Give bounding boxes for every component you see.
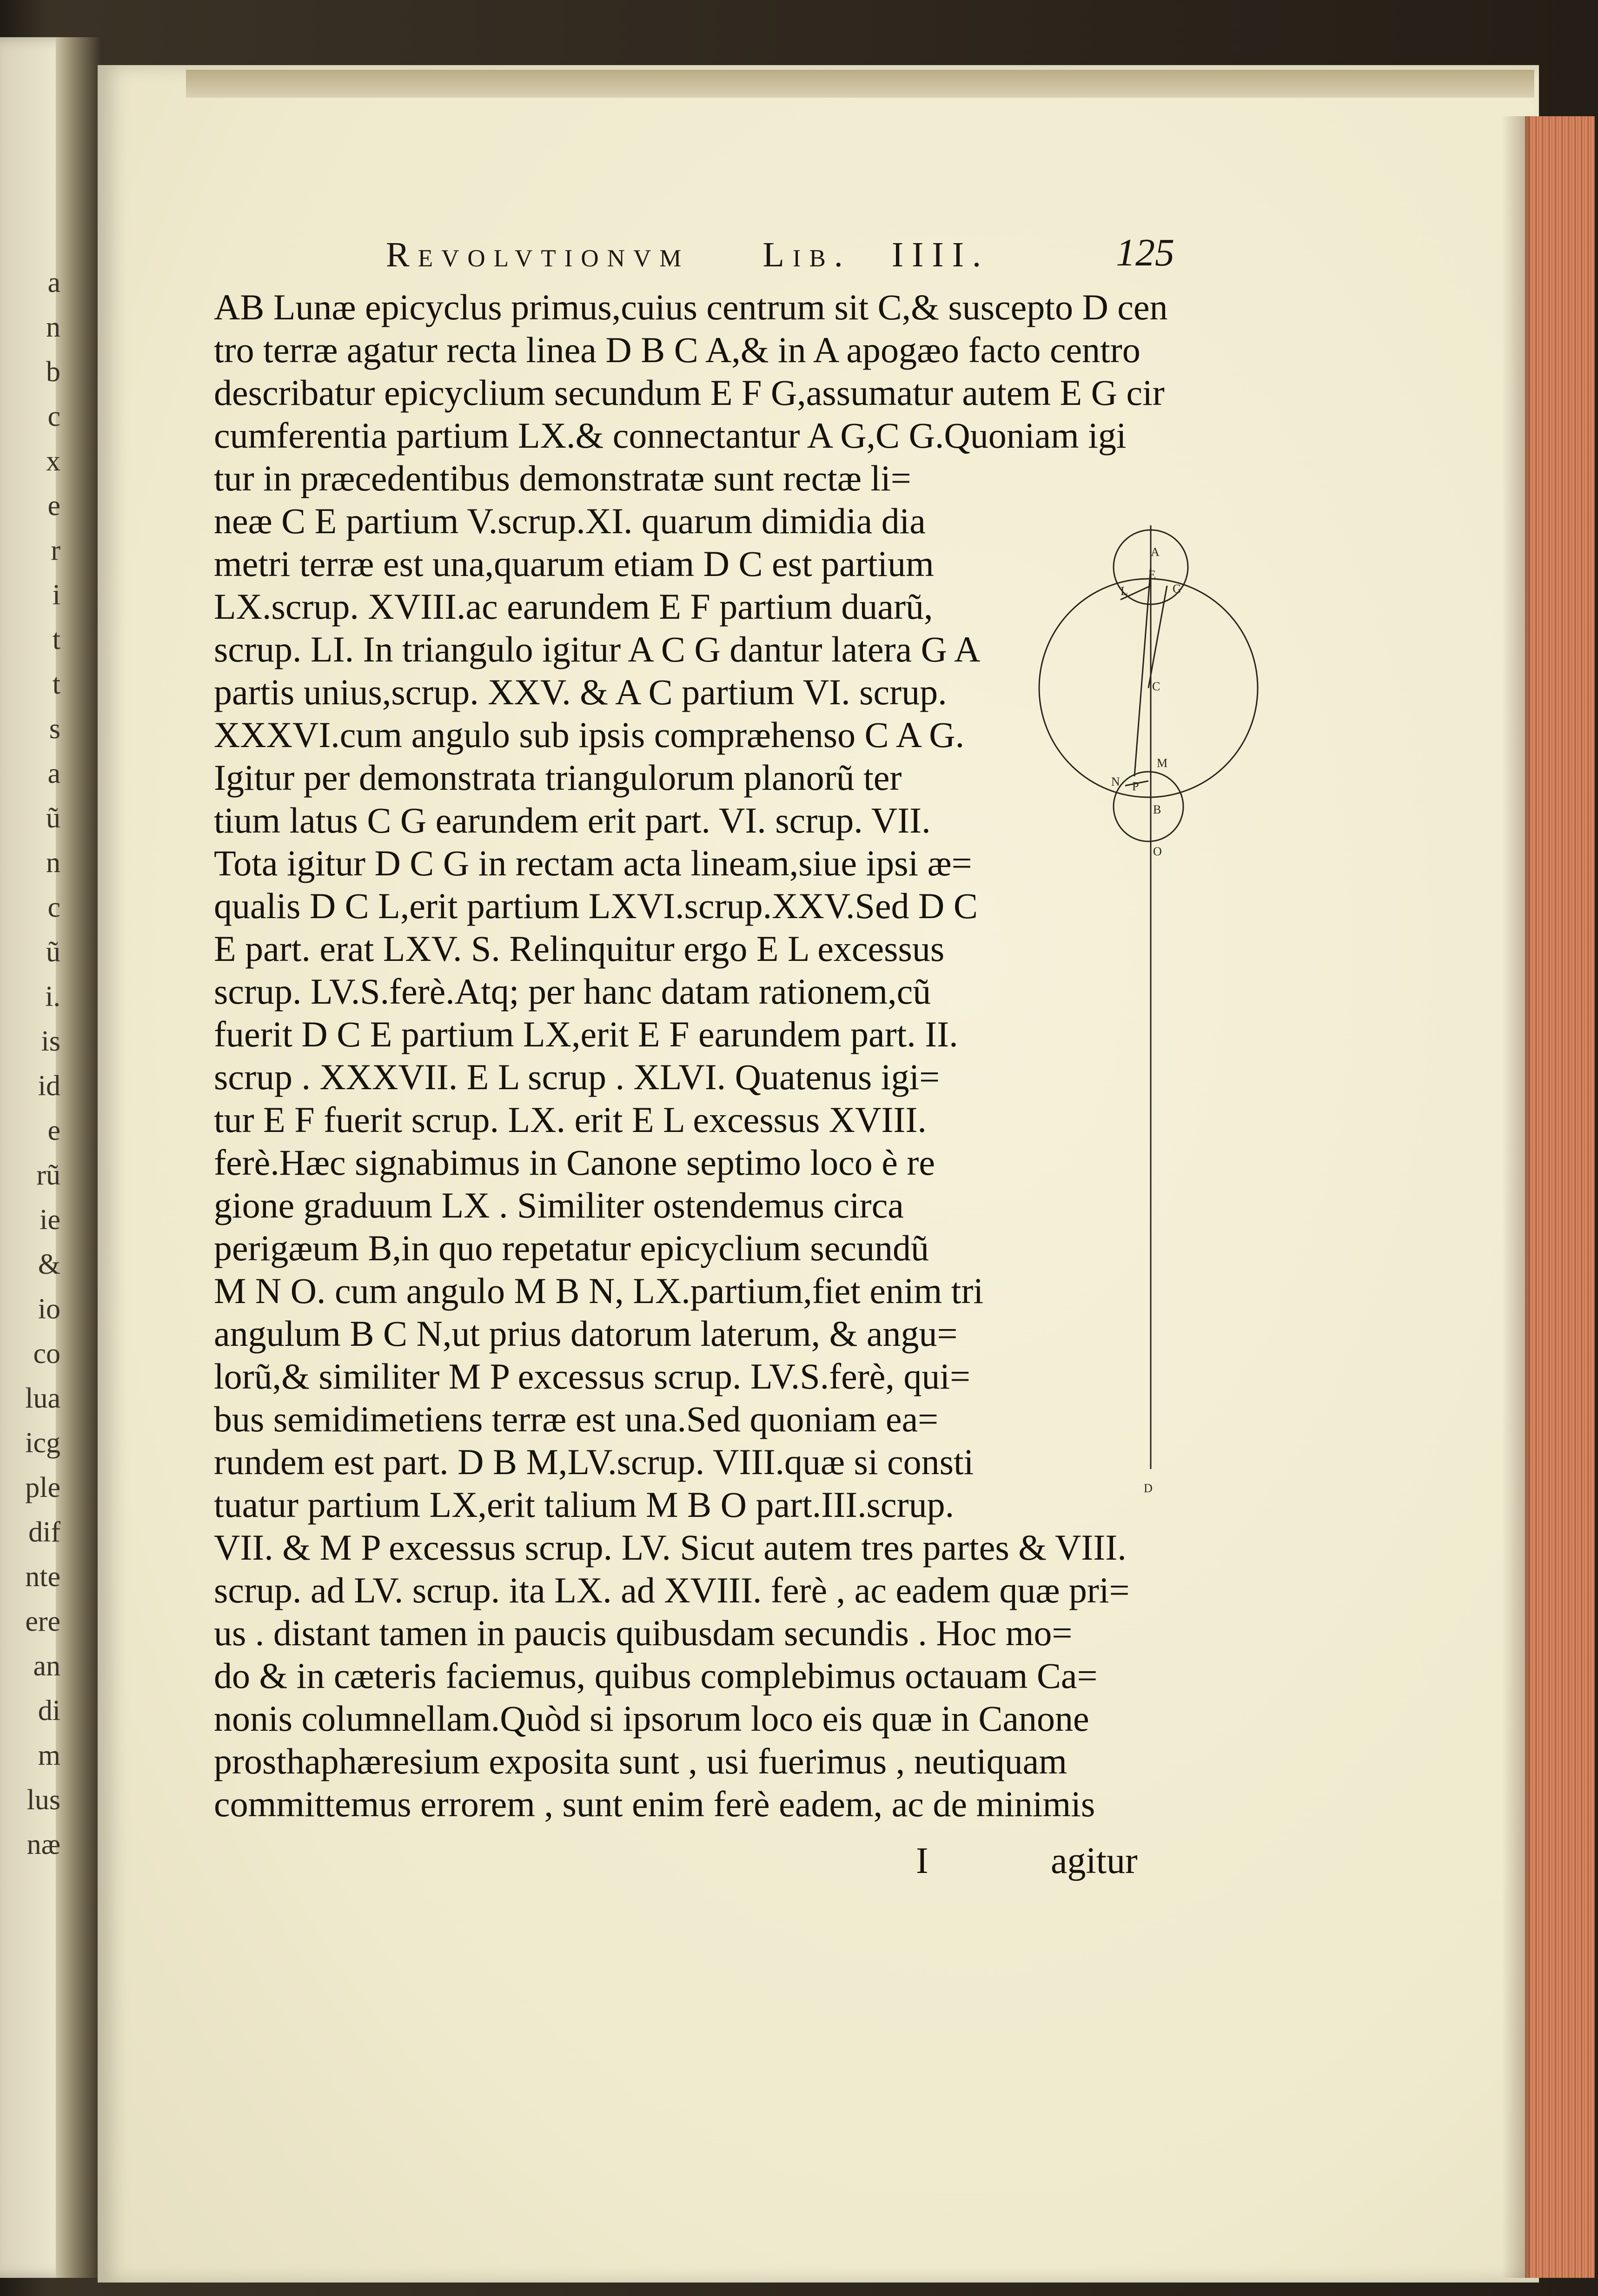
fragment: næ bbox=[27, 1829, 60, 1860]
fragment: ere bbox=[25, 1606, 60, 1637]
fragment: is bbox=[41, 1026, 60, 1057]
label-d: D bbox=[1144, 1482, 1153, 1495]
running-head bbox=[386, 235, 989, 275]
fragment: x bbox=[46, 445, 60, 477]
text-line: scrup. ad LV. scrup. ita LX. ad XVIII. ferè , ac eadem quæ pri= bbox=[214, 1570, 1130, 1610]
label-n: N bbox=[1111, 775, 1120, 788]
text-line: lorũ,& similiter M P excessus scrup. LV.S.ferè, qui= bbox=[214, 1356, 970, 1396]
text-line: nonis columnellam.Quòd si ipsorum loco eis quæ in Canone bbox=[214, 1698, 1089, 1739]
catchword: agitur bbox=[1051, 1840, 1138, 1881]
fragment: lus bbox=[27, 1784, 60, 1816]
text-line: fuerit D C E partium LX,erit E F earundem part. II. bbox=[214, 1014, 958, 1054]
fragment: nte bbox=[25, 1561, 60, 1593]
fragment: c bbox=[47, 892, 60, 923]
label-m: M bbox=[1157, 756, 1168, 770]
final-full-width-lines bbox=[214, 1526, 1168, 1826]
full-width-lines bbox=[214, 286, 1168, 457]
text-line: rundem est part. D B M,LV.scrup. VIII.quæ si consti bbox=[214, 1442, 974, 1482]
text-line: Tota igitur D C G in rectam acta lineam,siue ipsi æ= bbox=[214, 843, 972, 883]
label-e: E bbox=[1148, 568, 1156, 582]
text-line: E part. erat LXV. S. Relinquitur ergo E L excessus bbox=[214, 928, 945, 969]
text-line: XXXVI.cum angulo sub ipsis compræhenso C A G. bbox=[214, 715, 965, 755]
fragment: a bbox=[47, 267, 60, 298]
text-line: us . distant tamen in paucis quibusdam secundis . Hoc mo= bbox=[214, 1613, 1073, 1653]
text-line: angulum B C N,ut prius datorum laterum, & angu= bbox=[214, 1313, 958, 1354]
fragment: a bbox=[47, 758, 60, 789]
fragment: t bbox=[52, 668, 60, 700]
text-line: metri terræ est una,quarum etiam D C est partium bbox=[214, 543, 934, 584]
fragment: n bbox=[46, 847, 60, 879]
label-a: A bbox=[1151, 545, 1160, 559]
text-line: tuatur partium LX,erit talium M B O part.III.scrup. bbox=[214, 1484, 955, 1525]
label-o: O bbox=[1153, 845, 1162, 858]
running-title: Revolvtionvm bbox=[386, 235, 690, 274]
fragment: di bbox=[38, 1695, 60, 1727]
fragment: icg bbox=[25, 1427, 60, 1459]
text-line: cumferentia partium LX.& connectantur A G,C G.Quoniam igi bbox=[214, 415, 1127, 456]
fragment: t bbox=[52, 624, 60, 655]
fragment: co bbox=[33, 1338, 60, 1370]
text-line: Igitur per demonstrata triangulorum planorũ ter bbox=[214, 757, 902, 798]
book-label: Lib. bbox=[763, 235, 851, 274]
fragment: io bbox=[38, 1293, 60, 1325]
label-b: B bbox=[1153, 803, 1161, 816]
text-line: scrup . XXXVII. E L scrup . XLVI. Quatenus igi= bbox=[214, 1057, 940, 1097]
text-line: describatur epicyclium secundum E F G,assumatur autem E G cir bbox=[214, 372, 1165, 413]
label-p: P bbox=[1132, 780, 1139, 793]
fragment: ũ bbox=[46, 802, 60, 834]
fragment: id bbox=[38, 1070, 60, 1102]
text-line: LX.scrup. XVIII.ac earundem E F partium duarũ, bbox=[214, 586, 933, 627]
fragment: m bbox=[38, 1740, 60, 1771]
text-line: VII. & M P excessus scrup. LV. Sicut autem tres partes & VIII. bbox=[214, 1527, 1127, 1568]
text-line: neæ C E partium V.scrup.XI. quarum dimidia dia bbox=[214, 501, 926, 541]
label-c: C bbox=[1152, 680, 1160, 693]
fragment: ũ bbox=[46, 936, 60, 968]
text-line: scrup. LV.S.ferè.Atq; per hanc datam rationem,cũ bbox=[214, 971, 931, 1012]
fragment: i. bbox=[45, 981, 60, 1012]
fragment: & bbox=[38, 1249, 60, 1280]
text-line: scrup. LI. In triangulo igitur A C G dantur latera G A bbox=[214, 629, 981, 669]
fragment: e bbox=[47, 490, 60, 522]
text-line: tro terræ agatur recta linea D B C A,& in A apogæo facto centro bbox=[214, 330, 1140, 370]
fore-edge-shadow bbox=[1502, 116, 1530, 2278]
text-line: ferè.Hæc signabimus in Canone septimo loco è re bbox=[214, 1142, 935, 1183]
folio-number: 125 bbox=[1116, 231, 1174, 274]
book-top-edge bbox=[186, 70, 1534, 98]
fragment: ple bbox=[25, 1472, 60, 1503]
text-line: do & in cæteris faciemus, quibus complebimus octauam Ca= bbox=[214, 1655, 1098, 1696]
fragment: r bbox=[51, 535, 60, 566]
text-line: AB Lunæ epicyclus primus,cuius centrum sit C,& suscepto D cen bbox=[214, 287, 1168, 327]
text-line: M N O. cum angulo M B N, LX.partium,fiet enim tri bbox=[214, 1270, 984, 1311]
fragment: dif bbox=[28, 1516, 60, 1548]
text-line: prosthaphæresium exposita sunt , usi fuerimus , neutiquam bbox=[214, 1741, 1067, 1781]
text-line: committemus errorem , sunt enim ferè eadem, ac de minimis bbox=[214, 1784, 1095, 1824]
text-line: tur in præcedentibus demonstratæ sunt rectæ li= bbox=[214, 458, 911, 498]
epicycle-diagram bbox=[1009, 516, 1269, 1515]
lower-small-circle bbox=[1114, 772, 1183, 841]
label-g: G bbox=[1173, 582, 1181, 596]
label-l: L bbox=[1121, 584, 1128, 598]
text-line: perigæum B,in quo repetatur epicyclium secundũ bbox=[214, 1228, 929, 1268]
fragment: lua bbox=[25, 1383, 60, 1414]
line-ag bbox=[1134, 567, 1151, 776]
text-line: bus semidimetiens terræ est una.Sed quoniam ea= bbox=[214, 1399, 939, 1439]
fragment: an bbox=[33, 1650, 60, 1682]
fragment: b bbox=[46, 356, 60, 388]
signature-mark: I bbox=[916, 1840, 928, 1881]
fragment: ie bbox=[40, 1204, 60, 1236]
fragment: i bbox=[52, 579, 60, 611]
fragment: s bbox=[49, 713, 60, 745]
text-line: gione graduum LX . Similiter ostendemus circa bbox=[214, 1185, 904, 1225]
book-gutter bbox=[56, 37, 100, 2278]
fragment: rũ bbox=[36, 1159, 60, 1191]
text-line: tium latus C G earundem erit part. VI. scrup. VII. bbox=[214, 800, 931, 840]
fragment: c bbox=[47, 401, 60, 432]
text-line: partis unius,scrup. XXV. & A C partium VI. scrup. bbox=[214, 672, 947, 712]
fragment: n bbox=[46, 311, 60, 343]
text-line: tur E F fuerit scrup. LX. erit E L excessus XVIII. bbox=[214, 1099, 927, 1140]
book-fore-edge bbox=[1525, 116, 1595, 2278]
book-number: IIII. bbox=[891, 235, 990, 274]
fragment: e bbox=[47, 1115, 60, 1146]
text-line: qualis D C L,erit partium LXVI.scrup.XXV.Sed D C bbox=[214, 886, 978, 926]
facing-page-text-fragments bbox=[9, 260, 60, 1867]
